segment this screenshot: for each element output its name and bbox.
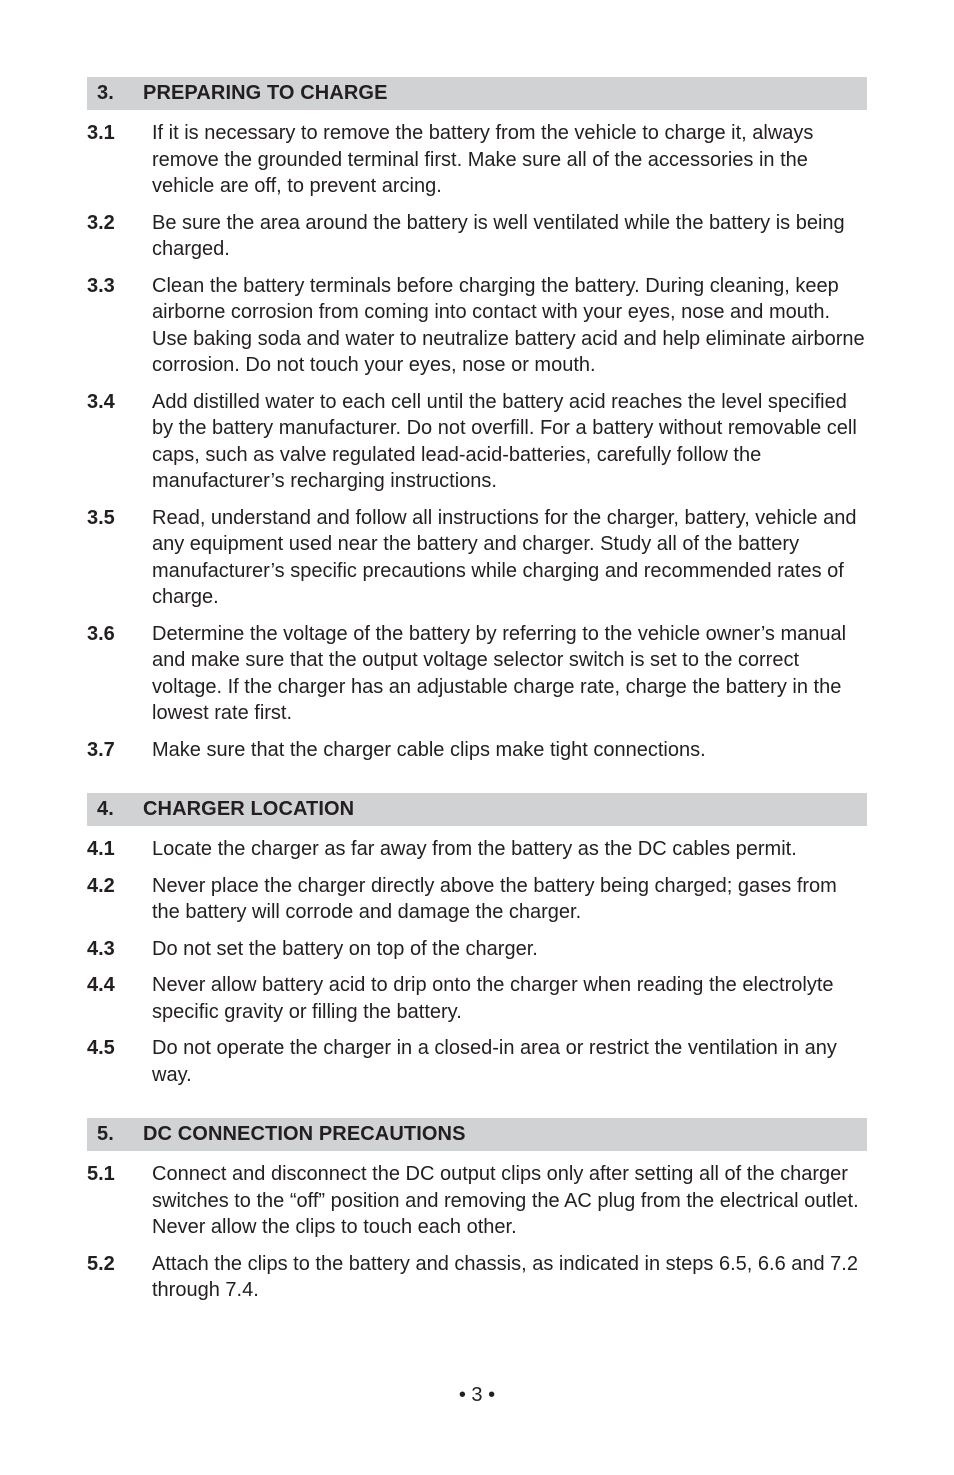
- section-header: [87, 77, 867, 110]
- section-preparing-to-charge: [87, 77, 867, 763]
- item-number: 3.4: [87, 390, 115, 413]
- list-item: [87, 210, 867, 263]
- list-item: [87, 737, 867, 764]
- document-page: [87, 77, 867, 1334]
- list-item: [87, 621, 867, 727]
- item-text: Be sure the area around the battery is well ventilated while the battery is being charged.: [152, 211, 845, 260]
- item-number: 3.3: [87, 274, 115, 297]
- section-charger-location: [87, 793, 867, 1088]
- item-text: Never allow battery acid to drip onto the charger when reading the electrolyte specific gravity or filling the battery.: [152, 974, 834, 1023]
- item-number: 3.5: [87, 506, 115, 529]
- item-text: Never place the charger directly above the battery being charged; gases from the battery will corrode and damage the charger.: [152, 874, 837, 923]
- list-item: [87, 972, 867, 1025]
- section-title: CHARGER LOCATION: [143, 798, 355, 820]
- item-text: Make sure that the charger cable clips make tight connections.: [152, 738, 706, 761]
- list-item: [87, 936, 867, 963]
- list-item: [87, 1035, 867, 1088]
- list-item: [87, 836, 867, 863]
- item-text: If it is necessary to remove the battery from the vehicle to charge it, always remove the grounded terminal first. Make sure all of the accessories in the vehicle are off, to prevent arcing.: [152, 122, 814, 197]
- item-text: Connect and disconnect the DC output clips only after setting all of the charger switches to the “off” position and removing the AC plug from the electrical outlet. Never allow the clips to touch each other.: [152, 1163, 859, 1238]
- item-number: 3.1: [87, 122, 115, 144]
- item-number: 4.2: [87, 874, 115, 897]
- item-number: 4.1: [87, 838, 115, 860]
- section-number: 5.: [97, 1123, 114, 1145]
- item-text: Clean the battery terminals before charging the battery. During cleaning, keep airborne corrosion from coming into contact with your eyes, nose and mouth. Use baking soda and water to neutralize battery acid and help eliminate airborne corrosion. Do not touch your eyes, nose or mouth.: [152, 274, 865, 376]
- item-text: Do not set the battery on top of the charger.: [152, 937, 538, 960]
- list-item: [87, 1161, 867, 1241]
- page-number: • 3 •: [458, 1384, 496, 1406]
- item-number: 5.2: [87, 1252, 115, 1275]
- item-number: 4.4: [87, 974, 115, 996]
- list-item: [87, 1251, 867, 1304]
- section-title: DC CONNECTION PRECAUTIONS: [143, 1123, 466, 1145]
- item-number: 5.1: [87, 1163, 115, 1185]
- list-item: [87, 120, 867, 200]
- item-text: Do not operate the charger in a closed-in area or restrict the ventilation in any way.: [152, 1037, 837, 1086]
- item-text: Read, understand and follow all instructions for the charger, battery, vehicle and any equipment used near the battery and charger. Study all of the battery manufacturer’s specific precautions while charging and recommended rates of charge.: [152, 506, 857, 608]
- list-item: [87, 389, 867, 495]
- section-title: PREPARING TO CHARGE: [143, 82, 388, 104]
- section-number: 3.: [97, 82, 114, 104]
- item-number: 3.7: [87, 738, 115, 761]
- item-number: 3.2: [87, 211, 115, 234]
- item-text: Add distilled water to each cell until the battery acid reaches the level specified by the battery manufacturer. Do not overfill. For a battery without removable cell caps, such as valve regulated lead-acid-batteries, carefully follow the manufacturer’s recharging instructions.: [152, 390, 857, 492]
- item-number: 4.5: [87, 1037, 115, 1059]
- section-header: [87, 793, 867, 826]
- section-dc-connection-precautions: [87, 1118, 867, 1304]
- item-number: 3.6: [87, 622, 115, 645]
- item-text: Determine the voltage of the battery by referring to the vehicle owner’s manual and make sure that the output voltage selector switch is set to the correct voltage. If the charger has an adjustable charge rate, charge the battery in the lowest rate first.: [152, 622, 847, 724]
- section-number: 4.: [97, 798, 114, 820]
- list-item: [87, 873, 867, 926]
- section-header: [87, 1118, 867, 1151]
- item-text: Attach the clips to the battery and chassis, as indicated in steps 6.5, 6.6 and 7.2 through 7.4.: [152, 1252, 858, 1301]
- item-number: 4.3: [87, 937, 115, 960]
- item-text: Locate the charger as far away from the battery as the DC cables permit.: [152, 838, 797, 860]
- list-item: [87, 505, 867, 611]
- list-item: [87, 273, 867, 379]
